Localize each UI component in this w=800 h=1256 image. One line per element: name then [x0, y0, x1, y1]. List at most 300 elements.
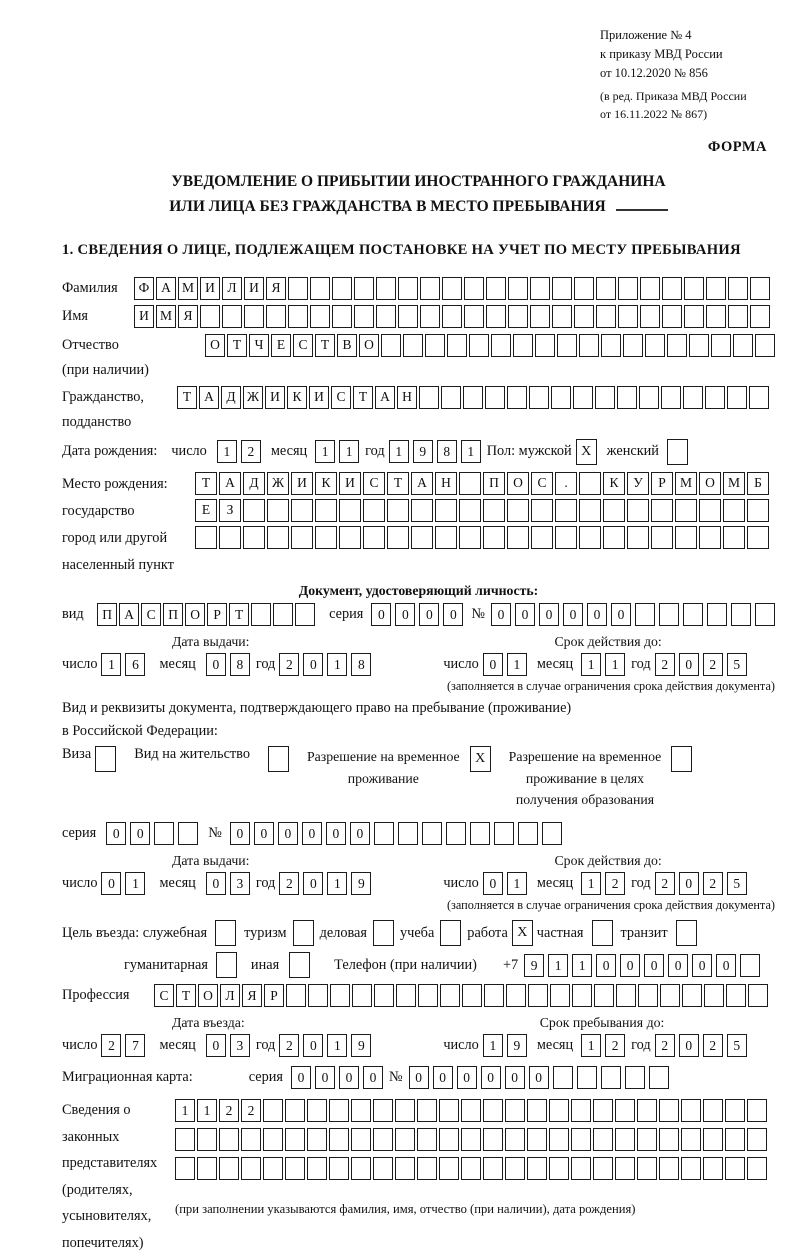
char-cell[interactable]: [222, 305, 242, 328]
char-cell[interactable]: [263, 1099, 283, 1122]
residence-permit-checkbox[interactable]: [268, 746, 289, 772]
char-cell[interactable]: [616, 984, 636, 1007]
doc-valid-day-cells[interactable]: [483, 653, 527, 676]
char-cell[interactable]: А: [199, 386, 219, 409]
char-cell[interactable]: [549, 1128, 569, 1151]
char-cell[interactable]: 0: [679, 653, 699, 676]
char-cell[interactable]: [219, 1157, 239, 1180]
char-cell[interactable]: [398, 305, 418, 328]
char-cell[interactable]: [507, 526, 529, 549]
char-cell[interactable]: [593, 1157, 613, 1180]
char-cell[interactable]: А: [156, 277, 176, 300]
char-cell[interactable]: И: [200, 277, 220, 300]
until-day-cells[interactable]: [483, 1034, 527, 1057]
char-cell[interactable]: [725, 1128, 745, 1151]
char-cell[interactable]: [577, 1066, 597, 1089]
char-cell[interactable]: [549, 1157, 569, 1180]
char-cell[interactable]: [528, 984, 548, 1007]
char-cell[interactable]: [291, 526, 313, 549]
char-cell[interactable]: [507, 499, 529, 522]
char-cell[interactable]: [243, 526, 265, 549]
char-cell[interactable]: [703, 1099, 723, 1122]
char-cell[interactable]: С: [363, 472, 385, 495]
char-cell[interactable]: 2: [605, 872, 625, 895]
char-cell[interactable]: 0: [611, 603, 631, 626]
char-cell[interactable]: И: [309, 386, 329, 409]
char-cell[interactable]: [469, 334, 489, 357]
char-cell[interactable]: [483, 1128, 503, 1151]
char-cell[interactable]: [197, 1157, 217, 1180]
char-cell[interactable]: [470, 822, 490, 845]
char-cell[interactable]: [571, 1128, 591, 1151]
char-cell[interactable]: [601, 1066, 621, 1089]
char-cell[interactable]: Т: [353, 386, 373, 409]
char-cell[interactable]: [518, 822, 538, 845]
char-cell[interactable]: [728, 305, 748, 328]
char-cell[interactable]: 0: [303, 1034, 323, 1057]
char-cell[interactable]: Д: [243, 472, 265, 495]
char-cell[interactable]: [332, 305, 352, 328]
char-cell[interactable]: [683, 386, 703, 409]
char-cell[interactable]: [241, 1128, 261, 1151]
stay-valid-month-cells[interactable]: [581, 872, 625, 895]
sex-male-checkbox[interactable]: X: [576, 439, 597, 465]
char-cell[interactable]: 1: [327, 872, 347, 895]
char-cell[interactable]: .: [555, 472, 577, 495]
char-cell[interactable]: [175, 1128, 195, 1151]
char-cell[interactable]: Б: [747, 472, 769, 495]
char-cell[interactable]: [508, 305, 528, 328]
char-cell[interactable]: 0: [409, 1066, 429, 1089]
char-cell[interactable]: [459, 526, 481, 549]
char-cell[interactable]: 0: [679, 1034, 699, 1057]
char-cell[interactable]: И: [265, 386, 285, 409]
char-cell[interactable]: [750, 305, 770, 328]
char-cell[interactable]: [725, 1099, 745, 1122]
char-cell[interactable]: [387, 499, 409, 522]
char-cell[interactable]: О: [699, 472, 721, 495]
char-cell[interactable]: 3: [230, 872, 250, 895]
char-cell[interactable]: 0: [457, 1066, 477, 1089]
char-cell[interactable]: [266, 305, 286, 328]
char-cell[interactable]: [549, 1099, 569, 1122]
char-cell[interactable]: О: [359, 334, 379, 357]
char-cell[interactable]: [464, 305, 484, 328]
char-cell[interactable]: [530, 277, 550, 300]
char-cell[interactable]: [571, 1157, 591, 1180]
entry-year-cells[interactable]: [279, 1034, 371, 1057]
char-cell[interactable]: [463, 386, 483, 409]
char-cell[interactable]: [551, 386, 571, 409]
char-cell[interactable]: Р: [207, 603, 227, 626]
char-cell[interactable]: [241, 1157, 261, 1180]
char-cell[interactable]: [755, 603, 775, 626]
stay-valid-year-cells[interactable]: [655, 872, 747, 895]
char-cell[interactable]: [667, 334, 687, 357]
char-cell[interactable]: 1: [572, 954, 592, 977]
char-cell[interactable]: Л: [222, 277, 242, 300]
char-cell[interactable]: 1: [605, 653, 625, 676]
char-cell[interactable]: В: [337, 334, 357, 357]
char-cell[interactable]: А: [375, 386, 395, 409]
char-cell[interactable]: 0: [206, 653, 226, 676]
char-cell[interactable]: 1: [217, 440, 237, 463]
char-cell[interactable]: [725, 1157, 745, 1180]
char-cell[interactable]: [707, 603, 727, 626]
char-cell[interactable]: [747, 1157, 767, 1180]
char-cell[interactable]: Л: [220, 984, 240, 1007]
char-cell[interactable]: [420, 277, 440, 300]
char-cell[interactable]: [681, 1128, 701, 1151]
doc-issue-year-cells[interactable]: [279, 653, 371, 676]
char-cell[interactable]: [740, 954, 760, 977]
char-cell[interactable]: [273, 603, 293, 626]
char-cell[interactable]: Н: [435, 472, 457, 495]
char-cell[interactable]: [552, 305, 572, 328]
purpose-other-checkbox[interactable]: [289, 952, 310, 978]
char-cell[interactable]: Я: [242, 984, 262, 1007]
char-cell[interactable]: [373, 1157, 393, 1180]
char-cell[interactable]: [315, 499, 337, 522]
char-cell[interactable]: [483, 526, 505, 549]
char-cell[interactable]: [573, 386, 593, 409]
char-cell[interactable]: [727, 386, 747, 409]
char-cell[interactable]: [625, 1066, 645, 1089]
char-cell[interactable]: 0: [419, 603, 439, 626]
char-cell[interactable]: [555, 526, 577, 549]
char-cell[interactable]: [459, 499, 481, 522]
char-cell[interactable]: [728, 277, 748, 300]
char-cell[interactable]: [579, 472, 601, 495]
legal-reps-cells-row2[interactable]: [175, 1128, 767, 1151]
doc-valid-year-cells[interactable]: [655, 653, 747, 676]
char-cell[interactable]: 2: [703, 872, 723, 895]
char-cell[interactable]: 0: [106, 822, 126, 845]
char-cell[interactable]: [439, 1128, 459, 1151]
char-cell[interactable]: 1: [507, 653, 527, 676]
char-cell[interactable]: 2: [279, 1034, 299, 1057]
char-cell[interactable]: 2: [101, 1034, 121, 1057]
char-cell[interactable]: [684, 277, 704, 300]
char-cell[interactable]: [339, 499, 361, 522]
char-cell[interactable]: [550, 984, 570, 1007]
char-cell[interactable]: Т: [229, 603, 249, 626]
char-cell[interactable]: [661, 386, 681, 409]
char-cell[interactable]: [527, 1128, 547, 1151]
purpose-study-checkbox[interactable]: [440, 920, 461, 946]
char-cell[interactable]: [175, 1157, 195, 1180]
char-cell[interactable]: [617, 386, 637, 409]
char-cell[interactable]: [178, 822, 198, 845]
char-cell[interactable]: [579, 499, 601, 522]
char-cell[interactable]: [462, 984, 482, 1007]
doc-issue-month-cells[interactable]: [206, 653, 250, 676]
rvp-education-checkbox[interactable]: [671, 746, 692, 772]
char-cell[interactable]: 0: [539, 603, 559, 626]
char-cell[interactable]: [627, 499, 649, 522]
birth-year-cells[interactable]: [389, 440, 481, 463]
char-cell[interactable]: [425, 334, 445, 357]
char-cell[interactable]: [681, 1099, 701, 1122]
stay-issue-month-cells[interactable]: [206, 872, 250, 895]
char-cell[interactable]: [615, 1128, 635, 1151]
char-cell[interactable]: 0: [278, 822, 298, 845]
char-cell[interactable]: 0: [350, 822, 370, 845]
char-cell[interactable]: Р: [651, 472, 673, 495]
char-cell[interactable]: [464, 277, 484, 300]
char-cell[interactable]: Р: [264, 984, 284, 1007]
char-cell[interactable]: 1: [175, 1099, 195, 1122]
char-cell[interactable]: [535, 334, 555, 357]
char-cell[interactable]: [442, 305, 462, 328]
char-cell[interactable]: [571, 1099, 591, 1122]
char-cell[interactable]: [419, 386, 439, 409]
char-cell[interactable]: П: [97, 603, 117, 626]
char-cell[interactable]: [417, 1157, 437, 1180]
char-cell[interactable]: [601, 334, 621, 357]
char-cell[interactable]: [527, 1157, 547, 1180]
char-cell[interactable]: 5: [727, 872, 747, 895]
char-cell[interactable]: [200, 305, 220, 328]
char-cell[interactable]: [483, 1099, 503, 1122]
char-cell[interactable]: [291, 499, 313, 522]
char-cell[interactable]: [315, 526, 337, 549]
char-cell[interactable]: [494, 822, 514, 845]
char-cell[interactable]: К: [287, 386, 307, 409]
char-cell[interactable]: [505, 1128, 525, 1151]
phone-cells[interactable]: [524, 954, 760, 977]
char-cell[interactable]: [307, 1099, 327, 1122]
char-cell[interactable]: 1: [507, 872, 527, 895]
char-cell[interactable]: [637, 1157, 657, 1180]
char-cell[interactable]: [531, 526, 553, 549]
char-cell[interactable]: [307, 1157, 327, 1180]
char-cell[interactable]: [703, 1128, 723, 1151]
char-cell[interactable]: [441, 386, 461, 409]
char-cell[interactable]: 1: [327, 1034, 347, 1057]
char-cell[interactable]: 0: [206, 1034, 226, 1057]
char-cell[interactable]: [530, 305, 550, 328]
char-cell[interactable]: [593, 1099, 613, 1122]
doc-issue-day-cells[interactable]: [101, 653, 145, 676]
char-cell[interactable]: [440, 984, 460, 1007]
char-cell[interactable]: [683, 603, 703, 626]
char-cell[interactable]: [267, 526, 289, 549]
char-cell[interactable]: Ф: [134, 277, 154, 300]
char-cell[interactable]: [593, 1128, 613, 1151]
char-cell[interactable]: [485, 386, 505, 409]
stay-number-cells[interactable]: [230, 822, 562, 845]
char-cell[interactable]: 0: [716, 954, 736, 977]
char-cell[interactable]: [459, 472, 481, 495]
char-cell[interactable]: [618, 277, 638, 300]
char-cell[interactable]: [507, 386, 527, 409]
char-cell[interactable]: 0: [483, 872, 503, 895]
entry-day-cells[interactable]: [101, 1034, 145, 1057]
char-cell[interactable]: [595, 386, 615, 409]
char-cell[interactable]: [623, 334, 643, 357]
char-cell[interactable]: 0: [291, 1066, 311, 1089]
char-cell[interactable]: 9: [413, 440, 433, 463]
char-cell[interactable]: 1: [461, 440, 481, 463]
char-cell[interactable]: [505, 1099, 525, 1122]
char-cell[interactable]: 2: [655, 872, 675, 895]
char-cell[interactable]: [682, 984, 702, 1007]
char-cell[interactable]: С: [531, 472, 553, 495]
char-cell[interactable]: [660, 984, 680, 1007]
char-cell[interactable]: [439, 1099, 459, 1122]
char-cell[interactable]: Н: [397, 386, 417, 409]
char-cell[interactable]: [263, 1157, 283, 1180]
char-cell[interactable]: О: [185, 603, 205, 626]
char-cell[interactable]: 1: [581, 872, 601, 895]
char-cell[interactable]: 1: [389, 440, 409, 463]
char-cell[interactable]: 5: [727, 1034, 747, 1057]
char-cell[interactable]: [705, 386, 725, 409]
char-cell[interactable]: [651, 499, 673, 522]
char-cell[interactable]: 0: [433, 1066, 453, 1089]
char-cell[interactable]: У: [627, 472, 649, 495]
char-cell[interactable]: 1: [483, 1034, 503, 1057]
char-cell[interactable]: 0: [529, 1066, 549, 1089]
char-cell[interactable]: [579, 526, 601, 549]
char-cell[interactable]: 6: [125, 653, 145, 676]
char-cell[interactable]: [373, 1099, 393, 1122]
char-cell[interactable]: 1: [327, 653, 347, 676]
char-cell[interactable]: [699, 526, 721, 549]
char-cell[interactable]: [662, 277, 682, 300]
char-cell[interactable]: [285, 1099, 305, 1122]
char-cell[interactable]: 0: [363, 1066, 383, 1089]
char-cell[interactable]: [307, 1128, 327, 1151]
char-cell[interactable]: 0: [443, 603, 463, 626]
profession-cells[interactable]: [154, 984, 768, 1007]
char-cell[interactable]: [461, 1128, 481, 1151]
char-cell[interactable]: 0: [303, 872, 323, 895]
char-cell[interactable]: [651, 526, 673, 549]
char-cell[interactable]: [411, 499, 433, 522]
char-cell[interactable]: [731, 603, 751, 626]
char-cell[interactable]: [329, 1128, 349, 1151]
char-cell[interactable]: [505, 1157, 525, 1180]
char-cell[interactable]: [332, 277, 352, 300]
char-cell[interactable]: [195, 526, 217, 549]
char-cell[interactable]: С: [331, 386, 351, 409]
char-cell[interactable]: [603, 526, 625, 549]
purpose-private-checkbox[interactable]: [592, 920, 613, 946]
char-cell[interactable]: О: [507, 472, 529, 495]
char-cell[interactable]: [603, 499, 625, 522]
char-cell[interactable]: [263, 1128, 283, 1151]
char-cell[interactable]: [596, 277, 616, 300]
legal-reps-cells-row3[interactable]: [175, 1157, 767, 1180]
char-cell[interactable]: [422, 822, 442, 845]
char-cell[interactable]: [251, 603, 271, 626]
char-cell[interactable]: Е: [271, 334, 291, 357]
char-cell[interactable]: [395, 1099, 415, 1122]
char-cell[interactable]: С: [141, 603, 161, 626]
char-cell[interactable]: [461, 1099, 481, 1122]
char-cell[interactable]: [552, 277, 572, 300]
birth-place-cells-row2[interactable]: [195, 499, 769, 522]
name-cells[interactable]: [134, 305, 770, 328]
char-cell[interactable]: [374, 822, 394, 845]
char-cell[interactable]: И: [244, 277, 264, 300]
stay-issue-year-cells[interactable]: [279, 872, 371, 895]
char-cell[interactable]: [733, 334, 753, 357]
char-cell[interactable]: [446, 822, 466, 845]
char-cell[interactable]: [339, 526, 361, 549]
char-cell[interactable]: З: [219, 499, 241, 522]
char-cell[interactable]: [484, 984, 504, 1007]
char-cell[interactable]: [329, 1099, 349, 1122]
char-cell[interactable]: С: [154, 984, 174, 1007]
char-cell[interactable]: [286, 984, 306, 1007]
char-cell[interactable]: М: [178, 277, 198, 300]
char-cell[interactable]: [285, 1128, 305, 1151]
stay-issue-day-cells[interactable]: [101, 872, 145, 895]
char-cell[interactable]: [308, 984, 328, 1007]
char-cell[interactable]: 0: [644, 954, 664, 977]
char-cell[interactable]: [627, 526, 649, 549]
char-cell[interactable]: Т: [195, 472, 217, 495]
char-cell[interactable]: М: [675, 472, 697, 495]
char-cell[interactable]: [711, 334, 731, 357]
char-cell[interactable]: [483, 499, 505, 522]
char-cell[interactable]: [243, 499, 265, 522]
char-cell[interactable]: 0: [302, 822, 322, 845]
char-cell[interactable]: [747, 499, 769, 522]
char-cell[interactable]: [635, 603, 655, 626]
char-cell[interactable]: [387, 526, 409, 549]
char-cell[interactable]: [267, 499, 289, 522]
visa-checkbox[interactable]: [95, 746, 116, 772]
char-cell[interactable]: Т: [387, 472, 409, 495]
char-cell[interactable]: 2: [703, 653, 723, 676]
until-year-cells[interactable]: [655, 1034, 747, 1057]
rvp-checkbox[interactable]: X: [470, 746, 491, 772]
purpose-transit-checkbox[interactable]: [676, 920, 697, 946]
char-cell[interactable]: [640, 277, 660, 300]
char-cell[interactable]: [395, 1128, 415, 1151]
char-cell[interactable]: [706, 305, 726, 328]
char-cell[interactable]: [330, 984, 350, 1007]
birth-place-cells-row3[interactable]: [195, 526, 769, 549]
char-cell[interactable]: [435, 526, 457, 549]
char-cell[interactable]: 7: [125, 1034, 145, 1057]
char-cell[interactable]: 0: [101, 872, 121, 895]
char-cell[interactable]: 0: [315, 1066, 335, 1089]
char-cell[interactable]: [288, 277, 308, 300]
char-cell[interactable]: [557, 334, 577, 357]
char-cell[interactable]: С: [293, 334, 313, 357]
char-cell[interactable]: [659, 1099, 679, 1122]
char-cell[interactable]: [506, 984, 526, 1007]
char-cell[interactable]: [649, 1066, 669, 1089]
char-cell[interactable]: 1: [315, 440, 335, 463]
char-cell[interactable]: [596, 305, 616, 328]
char-cell[interactable]: 9: [507, 1034, 527, 1057]
char-cell[interactable]: [403, 334, 423, 357]
char-cell[interactable]: [197, 1128, 217, 1151]
char-cell[interactable]: [689, 334, 709, 357]
char-cell[interactable]: [572, 984, 592, 1007]
char-cell[interactable]: [439, 1157, 459, 1180]
char-cell[interactable]: [723, 526, 745, 549]
purpose-official-checkbox[interactable]: [215, 920, 236, 946]
char-cell[interactable]: [706, 277, 726, 300]
char-cell[interactable]: Ж: [243, 386, 263, 409]
